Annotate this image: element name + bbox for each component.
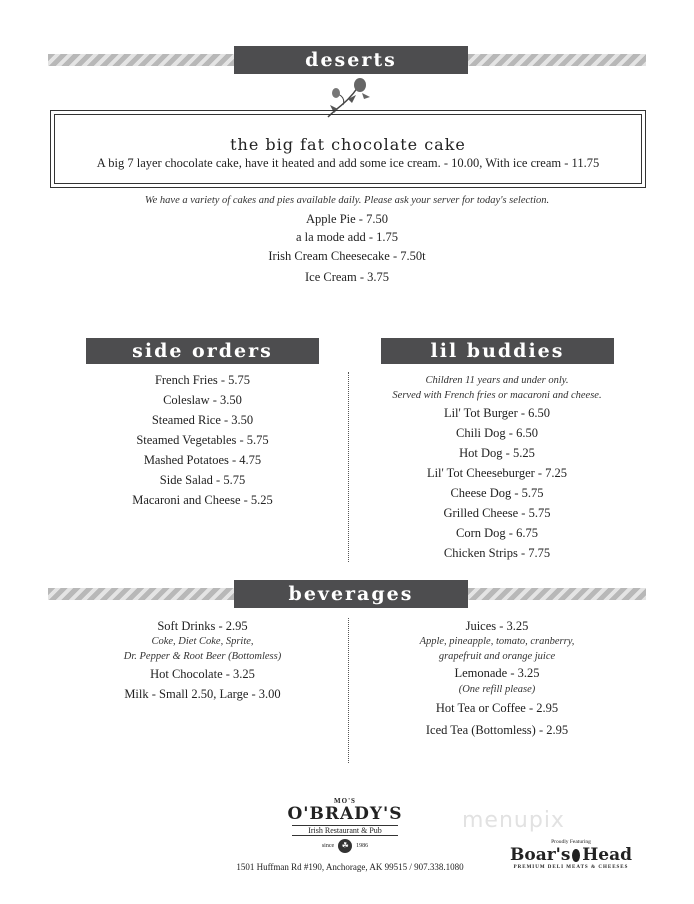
kids-item: Lil' Tot Cheeseburger - 7.25	[426, 466, 568, 480]
dessert-item: Ice Cream - 3.75	[305, 270, 389, 284]
beverages-right	[366, 618, 628, 741]
side-item: Side Salad - 5.75	[159, 473, 246, 487]
feature-description: A big 7 layer chocolate cake, have it heated and add some ice cream. - 10.00, With ice cream - 11.75	[96, 156, 600, 170]
beverages-left	[86, 618, 319, 704]
logo-since	[282, 839, 408, 853]
kids-item: Cheese Dog - 5.75	[450, 486, 544, 500]
lil-buddies-note: Served with French fries or macaroni and cheese.	[392, 390, 602, 401]
side-item: Steamed Rice - 3.50	[151, 413, 254, 427]
kids-item: Chili Dog - 6.50	[456, 426, 538, 440]
beverage-item: Iced Tea (Bottomless) - 2.95	[425, 723, 569, 737]
feature-title: the big fat chocolate cake	[230, 135, 466, 154]
lil-buddies-note: Children 11 years and under only.	[425, 375, 569, 386]
kids-item: Corn Dog - 6.75	[456, 526, 538, 540]
kids-item: Grilled Cheese - 5.75	[443, 506, 551, 520]
partner-name	[510, 845, 632, 865]
beverage-item: Lemonade - 3.25	[454, 666, 540, 680]
side-item: Steamed Vegetables - 5.75	[136, 433, 269, 447]
since-label: since	[321, 843, 335, 849]
desserts-heading: deserts	[234, 46, 468, 74]
watermark: menupix	[462, 808, 565, 833]
right-stripe	[468, 588, 646, 600]
partner-logo	[510, 839, 632, 870]
partner-tag: PREMIUM DELI MEATS & CHEESES	[513, 865, 629, 870]
lil-buddies-heading: lil buddies	[381, 338, 614, 364]
boar-head-icon	[572, 849, 580, 862]
partner-small: Proudly Featuring	[551, 839, 591, 845]
beverage-sub: Apple, pineapple, tomato, cranberry,	[419, 636, 575, 647]
partner-name-left: Boar's	[510, 845, 571, 865]
logo-name: O'BRADY'S	[287, 804, 403, 824]
logo-top: MO'S	[334, 797, 356, 805]
beverages-banner-row	[0, 580, 694, 608]
feature-inner	[54, 114, 642, 184]
kids-item: Hot Dog - 5.25	[459, 446, 535, 460]
left-stripe	[48, 54, 234, 66]
column-divider	[348, 618, 349, 763]
beverage-item: Soft Drinks - 2.95	[157, 619, 248, 633]
dessert-item: Irish Cream Cheesecake - 7.50t	[268, 249, 426, 263]
column-divider	[348, 372, 349, 562]
beverage-item: Hot Tea or Coffee - 2.95	[435, 701, 559, 715]
logo-tagline: Irish Restaurant & Pub	[292, 825, 398, 836]
since-year: 1986	[356, 843, 369, 849]
restaurant-logo	[282, 797, 408, 853]
lil-buddies-list	[366, 373, 628, 563]
beverage-sub: (One refill please)	[458, 684, 536, 695]
address: 1501 Huffman Rd #190, Anchorage, AK 99515 / 907.338.1080	[236, 862, 464, 872]
right-stripe	[468, 54, 646, 66]
kids-item: Lil' Tot Burger - 6.50	[443, 406, 551, 420]
feature-box	[50, 110, 646, 188]
beverage-sub: Dr. Pepper & Root Beer (Bottomless)	[123, 651, 282, 662]
side-item: Macaroni and Cheese - 5.25	[132, 493, 273, 507]
beverage-item: Hot Chocolate - 3.25	[150, 667, 255, 681]
dessert-item: a la mode add - 1.75	[295, 230, 399, 244]
kids-item: Chicken Strips - 7.75	[443, 546, 551, 560]
beverage-sub: grapefruit and orange juice	[438, 651, 556, 662]
desserts-note: We have a variety of cakes and pies available daily. Please ask your server for today's selection.	[144, 195, 550, 206]
desserts-list	[0, 195, 694, 288]
shamrock-icon: ☘	[338, 839, 352, 853]
side-orders-list	[86, 370, 319, 510]
side-item: Mashed Potatoes - 4.75	[143, 453, 262, 467]
side-orders-heading: side orders	[86, 338, 319, 364]
beverage-item: Milk - Small 2.50, Large - 3.00	[124, 687, 281, 701]
desserts-banner-row	[0, 46, 694, 74]
side-item: Coleslaw - 3.50	[163, 393, 242, 407]
beverage-item: Juices - 3.25	[465, 619, 529, 633]
partner-name-right: Head	[582, 845, 632, 865]
beverage-sub: Coke, Diet Coke, Sprite,	[151, 636, 254, 647]
left-stripe	[48, 588, 234, 600]
dessert-item: Apple Pie - 7.50	[306, 212, 388, 226]
side-item: French Fries - 5.75	[154, 373, 251, 387]
beverages-heading: beverages	[234, 580, 468, 608]
